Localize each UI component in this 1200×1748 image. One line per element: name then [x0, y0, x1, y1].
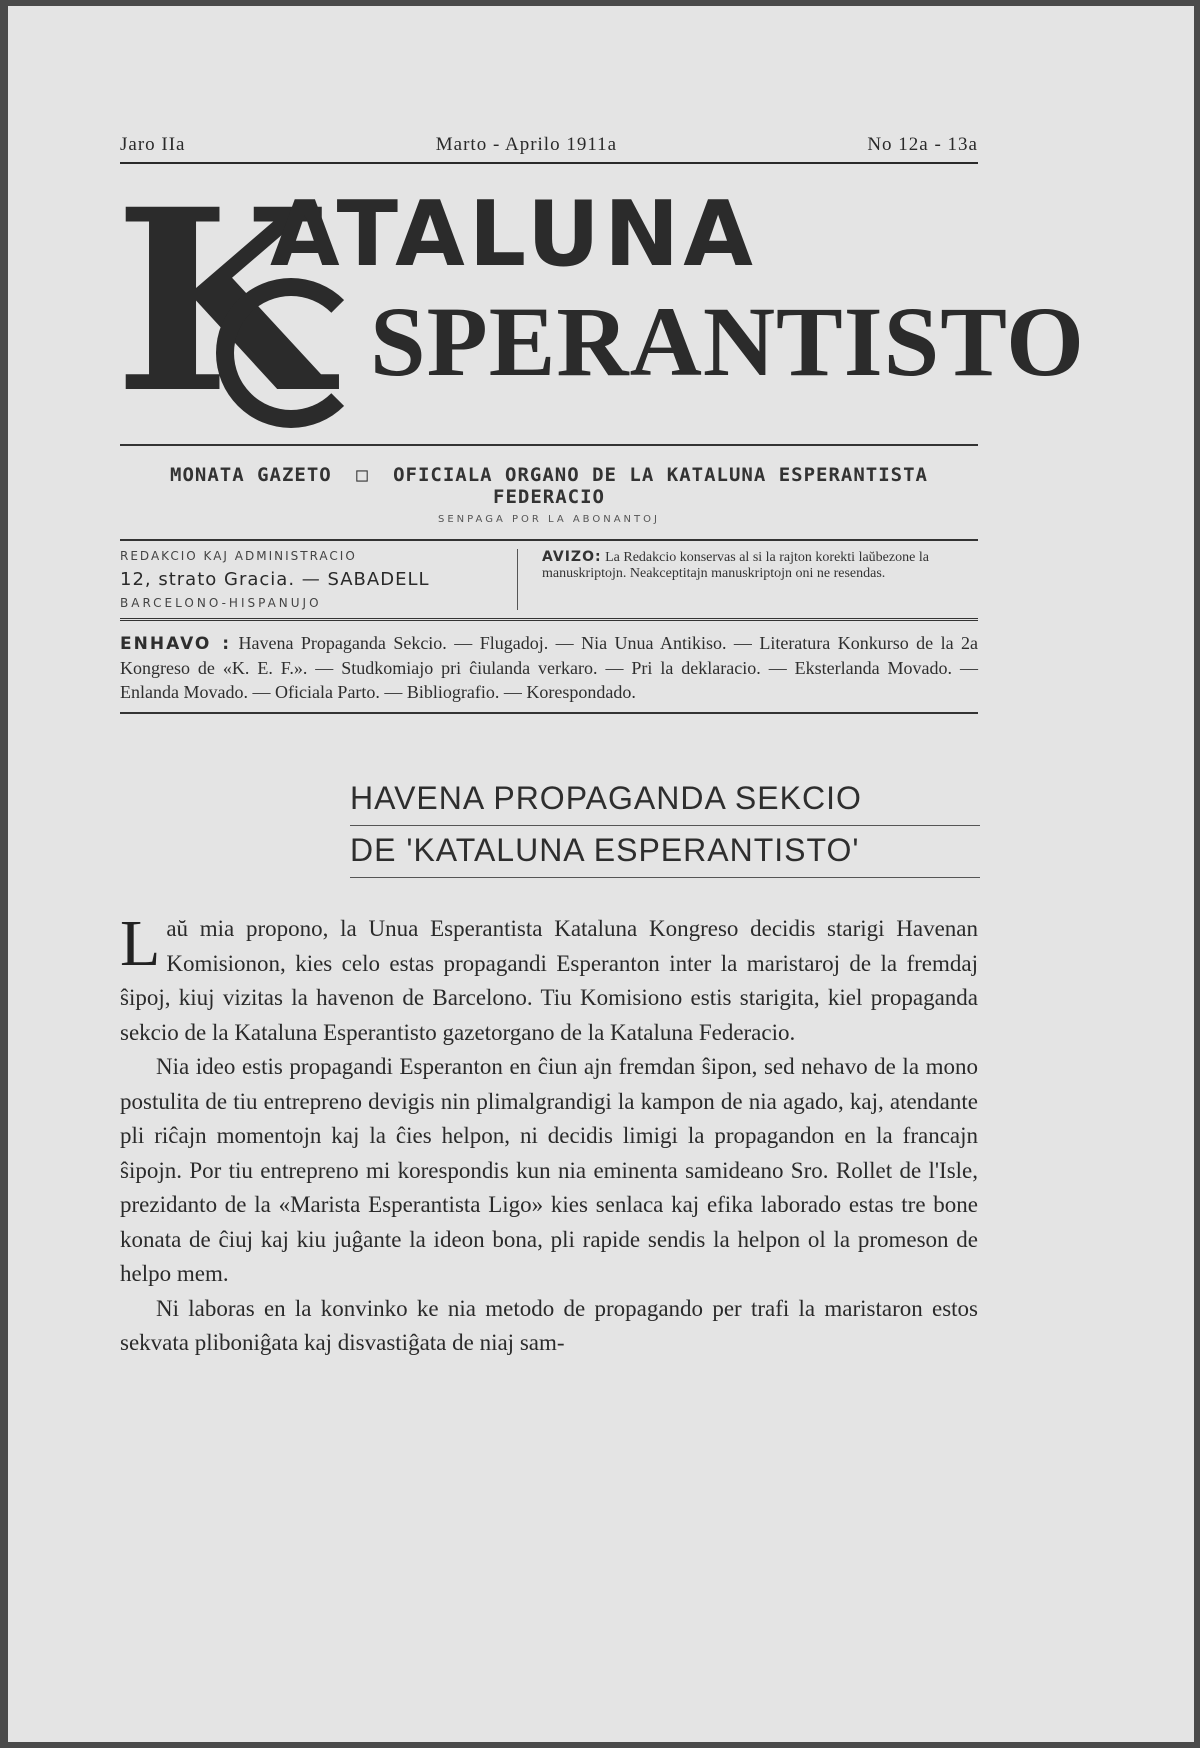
contents-text: Havena Propaganda Sekcio. — Flugadoj. — Nia Unua Antikiso. — Literatura Konkurso de la 2a Kongreso de «K. E. F.». — Studkomiajo pri ĉiulanda verkaro. — Pri la deklaracio. — Eksterlanda Movado. — Enlanda Movado. — Oficiala Parto. — Bibliografio. — Korespondado.	[120, 633, 979, 702]
issue-number: No 12a - 13a	[867, 134, 978, 155]
article-title	[350, 774, 980, 878]
masthead-initial: K	[114, 154, 332, 448]
paragraph: Nia ideo estis propagandi Esperanton en ĉiun ajn fremdan ŝipon, sed nehavo de la mono postulita de tiu entrepreno devigis nin plimalgrandigi la kampon de nia agado, kaj, atendante pli riĉajn momentojn kaj la ĉies helpon, ni decidis limigi la propagandon en la francajn ŝipojn. Por tiu entrepreno mi korespondis kun nia eminenta samideano Sro. Rollet de l'Isle, prezidanto de la «Marista Esperantista Ligo» kies senlaca kaj efika laborado estas tre bone konata de ĉiuj kaj kiu juĝante la ideon bona, pli rapide sendis la helpon ol la promeson de helpo mem.	[120, 1054, 978, 1286]
subtitle	[120, 464, 978, 508]
contents-label: ENHAVO :	[120, 634, 232, 654]
subtitle-note: SENPAGA POR LA ABONANTOJ	[438, 514, 660, 525]
paragraph	[120, 907, 978, 1050]
notice	[518, 549, 978, 610]
volume-label: Jaro IIa	[120, 134, 186, 155]
issue-date: Marto - Aprilo 1911a	[435, 134, 618, 155]
article-body	[120, 907, 978, 1361]
subtitle-left: MONATA GAZETO	[170, 464, 332, 486]
table-of-contents	[120, 631, 978, 714]
notice-label: AVIZO:	[542, 549, 602, 565]
scanned-page	[8, 6, 1194, 1742]
admin-address	[120, 549, 518, 610]
article-title-line2: DE 'KATALUNA ESPERANTISTO'	[350, 826, 980, 878]
article-title-line1: HAVENA PROPAGANDA SEKCIO	[350, 774, 980, 826]
subtitle-separator: □	[356, 464, 369, 486]
subtitle-right: OFICIALA ORGANO DE LA KATALUNA ESPERANTISTA FEDERACIO	[393, 464, 928, 508]
admin-block	[120, 539, 978, 621]
paragraph-text: aŭ mia propono, la Unua Esperantista Kataluna Kongreso decidis starigi Havenan Komisionon, kies celo estas propagandi Esperanton inter la maristaroj de la fremdaj ŝipoj, kiuj vizitas la havenon de Barcelono. Tiu Komisiono estis starigita, kiel propaganda sekcio de la Kataluna Esperantisto gazetorgano de la Kataluna Federacio.	[120, 916, 978, 1045]
masthead	[114, 154, 1085, 448]
page-content	[114, 134, 1085, 1361]
notice-text: La Redakcio konservas al si la rajton korekti laŭbezone la manuskriptojn. Neakceptitajn manuskriptojn oni ne resendas.	[542, 550, 929, 581]
masthead-title-line2: SPERANTISTO	[370, 286, 1085, 397]
paragraph: Ni laboras en la konvinko ke nia metodo de propagando per trafi la maristaron estos sekvata pliboniĝata kaj disvastiĝata de niaj sam-	[120, 1295, 978, 1355]
drop-cap: L	[120, 907, 161, 980]
masthead-e-ornament	[216, 278, 366, 428]
masthead-title-line1: ATALUNA	[270, 182, 757, 287]
admin-street: 12, strato Gracia. — SABADELL	[120, 569, 430, 590]
admin-city: BARCELONO-HISPANUJO	[120, 596, 322, 610]
admin-label: REDAKCIO KAJ ADMINISTRACIO	[120, 549, 357, 563]
